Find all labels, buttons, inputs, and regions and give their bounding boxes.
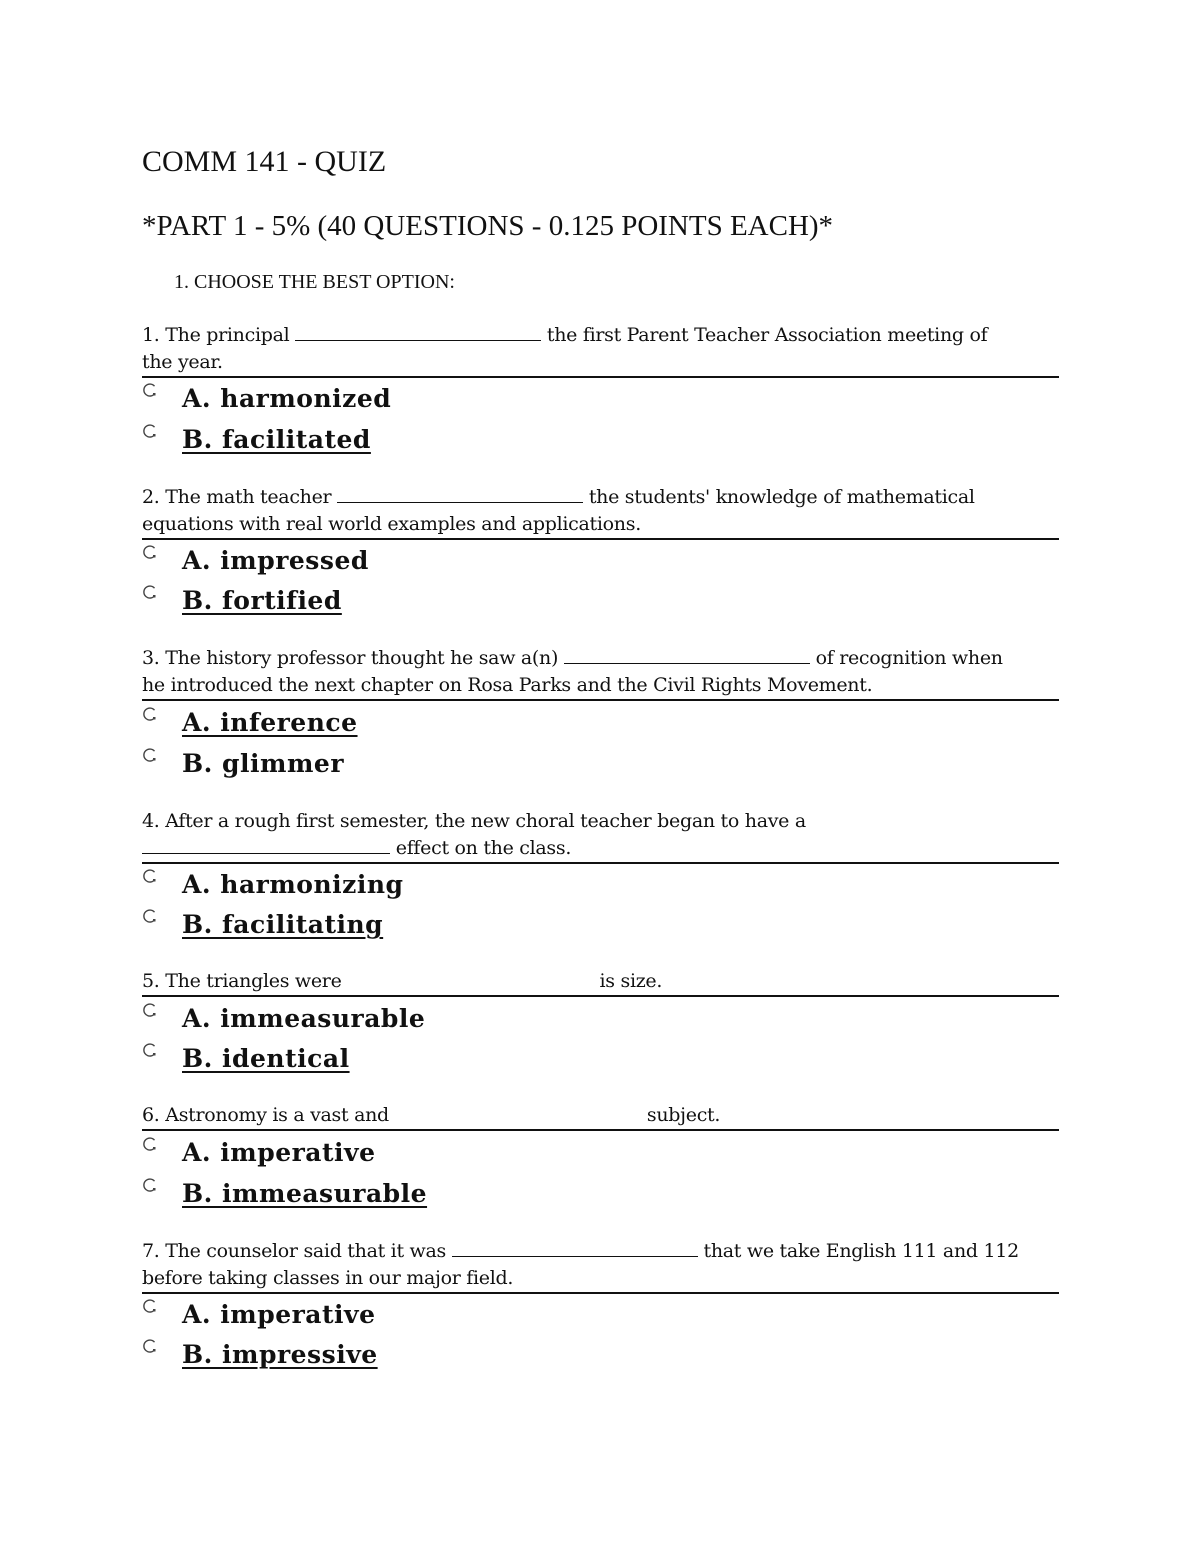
question-7-text: 7. The counselor said that it was that we take English 111 and 112 before taking classes in our major field.: [142, 1238, 1059, 1294]
question-4-text: 4. After a rough first semester, the new choral teacher began to have a effect on the class.: [142, 808, 1059, 864]
option-label: B. glimmer: [182, 749, 344, 778]
option-label: A. inference: [182, 708, 358, 737]
page-title: COMM 141 - QUIZ: [142, 145, 387, 178]
option-label: A. impressed: [182, 546, 369, 575]
option-label: A. immeasurable: [182, 1004, 426, 1033]
option-label: A. imperative: [182, 1300, 376, 1329]
option-label: B. immeasurable: [182, 1179, 428, 1208]
option-label: A. imperative: [182, 1138, 376, 1167]
radio-button-icon[interactable]: [142, 1338, 158, 1354]
option-label: B. fortified: [182, 586, 342, 615]
question-5-text: 5. The triangles were is size.: [142, 968, 1059, 997]
radio-button-icon[interactable]: [142, 382, 158, 398]
radio-button-icon[interactable]: [142, 1042, 158, 1058]
radio-button-icon[interactable]: [142, 1177, 158, 1193]
question-6-text: 6. Astronomy is a vast and subject.: [142, 1102, 1059, 1131]
answer-blank: [295, 322, 541, 341]
option-label: B. facilitated: [182, 425, 371, 454]
option-label: B. identical: [182, 1044, 350, 1073]
answer-blank: [564, 645, 810, 664]
radio-button-icon[interactable]: [142, 747, 158, 763]
radio-button-icon[interactable]: [142, 584, 158, 600]
question-3-text: 3. The history professor thought he saw a(n) of recognition when he introduced the next chapter on Rosa Parks and the Civil Rights Movement.: [142, 645, 1059, 701]
question-1-text: 1. The principal the first Parent Teacher Association meeting of the year.: [142, 322, 1059, 378]
answer-blank: [337, 484, 583, 503]
radio-button-icon[interactable]: [142, 423, 158, 439]
radio-button-icon[interactable]: [142, 908, 158, 924]
radio-button-icon[interactable]: [142, 544, 158, 560]
part-title: *PART 1 - 5% (40 QUESTIONS - 0.125 POINTS EACH)*: [142, 210, 834, 242]
radio-button-icon[interactable]: [142, 706, 158, 722]
radio-button-icon[interactable]: [142, 868, 158, 884]
radio-button-icon[interactable]: [142, 1002, 158, 1018]
section-title: 1. CHOOSE THE BEST OPTION:: [174, 271, 455, 293]
radio-button-icon[interactable]: [142, 1298, 158, 1314]
option-label: A. harmonizing: [182, 870, 404, 899]
option-label: B. facilitating: [182, 910, 384, 939]
answer-blank: [142, 835, 390, 854]
answer-blank: [452, 1238, 698, 1257]
option-label: B. impressive: [182, 1340, 378, 1369]
option-label: A. harmonized: [182, 384, 392, 413]
radio-button-icon[interactable]: [142, 1136, 158, 1152]
question-2-text: 2. The math teacher the students' knowledge of mathematical equations with real world examples and applications.: [142, 484, 1059, 540]
